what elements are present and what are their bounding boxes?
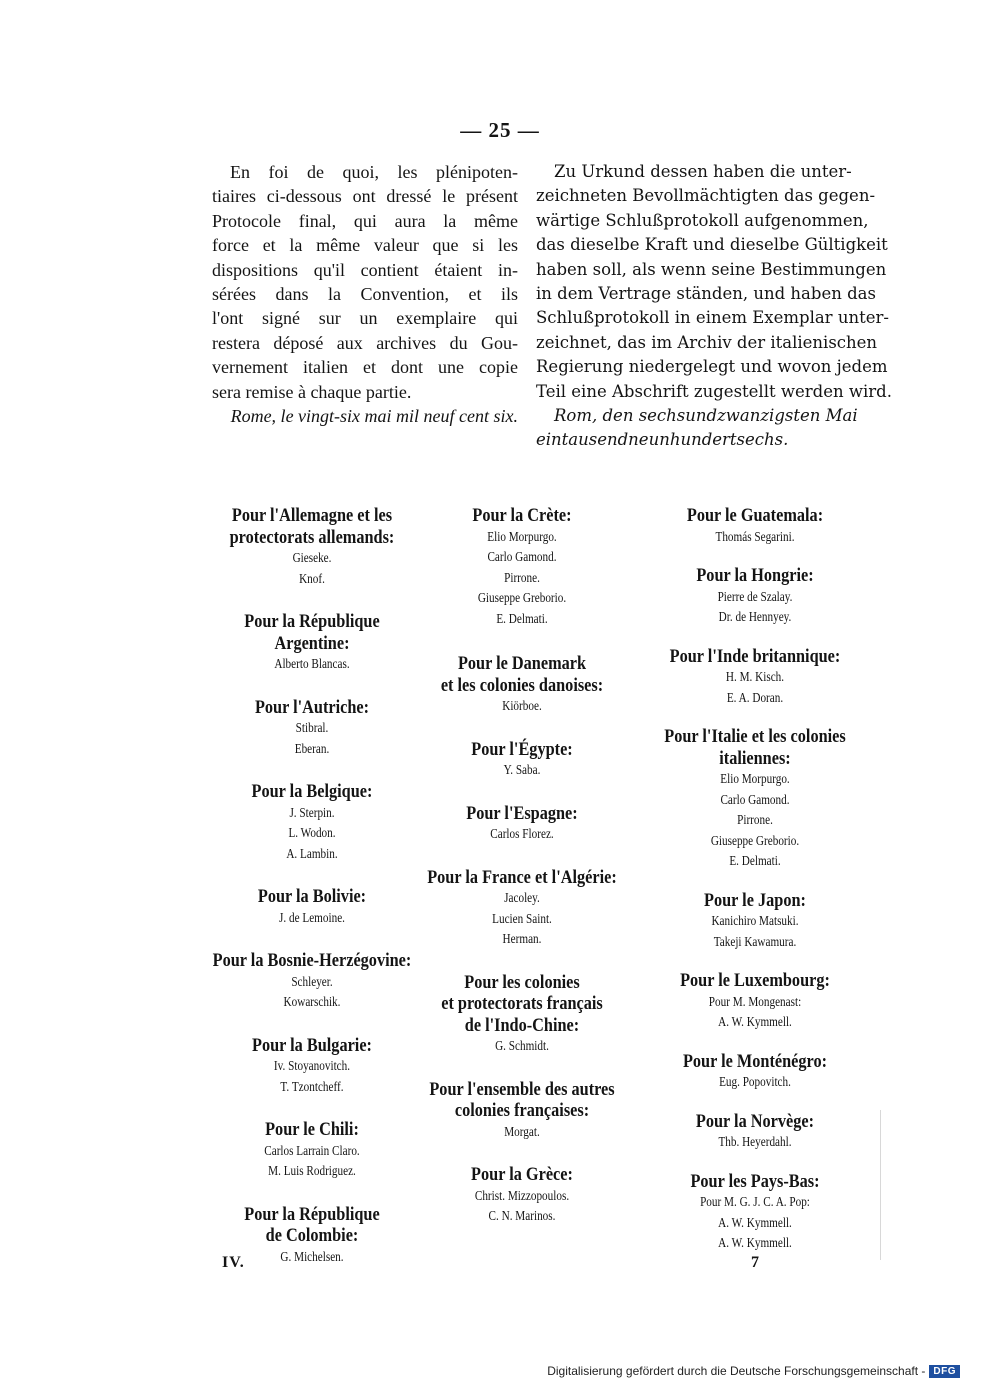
signatory-country: Pour l'ensemble des autres	[429, 1079, 615, 1100]
french-text-line: En foi de quoi, les plénipoten-	[230, 162, 518, 182]
signatory-country: Pour l'Allemagne et les	[231, 506, 393, 526]
signature-column-1	[196, 506, 428, 1268]
signatory-name: Dr. de Hennyey.	[718, 610, 792, 625]
signatory-name: Pour M. G. J. C. A. Pop:	[700, 1195, 810, 1210]
signatory-country: Pour les Pays-Bas:	[690, 1171, 820, 1192]
signatory-country: Argentine:	[274, 633, 350, 654]
signatory-name: E. Delmati.	[496, 611, 548, 627]
signature-block	[196, 1120, 428, 1183]
french-paragraph	[212, 160, 518, 404]
signatory-name: Y. Saba.	[503, 763, 541, 778]
signatory-country: et protectorats français	[441, 994, 603, 1014]
signatory-name: Carlos Florez.	[490, 827, 554, 842]
signatory-name: J. Sterpin.	[289, 805, 335, 821]
signatory-country: Pour l'Autriche:	[254, 697, 370, 718]
german-paragraph	[536, 160, 892, 404]
german-date-line-1: Rom, den sechsundzwanzigsten Mai	[554, 406, 858, 426]
signatory-name: C. N. Marinos.	[488, 1209, 556, 1224]
signatory-name: Gieseke.	[292, 551, 332, 566]
signatory-country: italiennes:	[719, 748, 791, 769]
digitization-credit	[547, 1364, 960, 1378]
french-text-column	[212, 160, 518, 428]
signatory-name: G. Schmidt.	[495, 1039, 549, 1054]
signature-block	[408, 868, 636, 951]
dfg-logo: DFG	[929, 1365, 960, 1378]
signatory-country: de l'Indo-Chine:	[464, 1015, 580, 1036]
signatory-name: Kiörboe.	[502, 699, 542, 714]
signatory-name: E. Delmati.	[729, 854, 781, 869]
german-text-column	[536, 160, 892, 453]
signatory-country: de Colombie:	[265, 1226, 359, 1246]
signature-block	[408, 1080, 636, 1144]
french-text-line: vernement italien et dont une copie	[212, 357, 518, 378]
french-text-line: l'ont signé sur un exemplaire qui	[212, 308, 518, 329]
signatory-country: Pour le Danemark	[457, 654, 587, 674]
signatory-country: Pour le Japon:	[704, 890, 806, 911]
signatory-name: A. W. Kymmell.	[718, 1015, 792, 1030]
signatory-country: Pour la France et l'Algérie:	[427, 867, 617, 888]
signatory-name: Morgat.	[504, 1124, 540, 1140]
credit-text: Digitalisierung gefördert durch die Deutsche Forschungsgemeinschaft -	[547, 1364, 926, 1378]
signature-block	[630, 647, 880, 710]
signatory-name: Takeji Kawamura.	[713, 934, 797, 950]
french-text-line: Protocole final, qui aura la même	[212, 210, 518, 231]
signature-block	[630, 891, 880, 954]
signatory-name: Carlos Larrain Claro.	[264, 1143, 360, 1159]
signature-block	[630, 1052, 880, 1094]
signatory-country: Pour les colonies	[464, 972, 580, 993]
signatory-country: Pour le Luxembourg:	[680, 971, 830, 991]
signatory-name: Herman.	[502, 932, 542, 947]
german-text-line: in dem Vertrage ständen, und haben das	[536, 284, 876, 304]
french-text-line: sérées dans la Convention, et ils	[212, 284, 518, 305]
signatory-name: Kanichiro Matsuki.	[711, 914, 799, 929]
french-text-line: restera déposé aux archives du Gou-	[212, 332, 518, 353]
signatory-country: Pour la Norvège:	[695, 1111, 815, 1132]
signature-column-2	[408, 506, 636, 1228]
signatory-country: Pour l'Espagne:	[466, 803, 578, 824]
signatory-country: Pour l'Italie et les colonies	[664, 727, 846, 747]
signature-block	[196, 951, 428, 1014]
signatory-name: H. M. Kisch.	[725, 670, 785, 685]
signatory-country: Pour l'Égypte:	[471, 739, 573, 760]
signature-block	[630, 506, 880, 548]
signature-block	[408, 506, 636, 630]
french-text-line: dispositions qu'il contient étaient in-	[212, 259, 518, 280]
signature-block	[196, 887, 428, 929]
signatory-name: Thomás Segarini.	[715, 529, 795, 545]
german-text-line: das dieselbe Kraft und dieselbe Gültigkeit	[536, 235, 888, 255]
french-text-line: sera remise à chaque partie.	[212, 381, 412, 402]
signatory-name: Elio Morpurgo.	[720, 772, 790, 787]
signatory-country: Pour le Monténégro:	[682, 1051, 828, 1072]
signatory-name: Carlo Gamond.	[487, 550, 557, 565]
signatory-name: Giuseppe Greborio.	[710, 833, 800, 849]
signatory-name: E. A. Doran.	[726, 690, 784, 706]
signatory-name: J. de Lemoine.	[279, 910, 345, 926]
signature-block	[630, 566, 880, 629]
signatory-name: Pirrone.	[737, 813, 773, 828]
signatory-country: Pour le Chili:	[265, 1120, 359, 1140]
german-text-line: Zu Urkund dessen haben die unter-	[554, 162, 852, 181]
signatory-name: A. Lambin.	[286, 846, 338, 862]
sheet-number: 7	[751, 1254, 759, 1271]
signature-block	[630, 727, 880, 873]
german-text-line: Schlußprotokoll in einem Exemplar unter-	[536, 308, 889, 328]
signatory-country: Pour la Bosnie-Herzégovine:	[212, 951, 412, 971]
signatory-name: Iv. Stoyanovitch.	[273, 1059, 351, 1074]
signatory-name: Pirrone.	[504, 570, 540, 586]
signatory-name: Kowarschik.	[283, 995, 341, 1010]
signatory-country: Pour la Hongrie:	[696, 566, 814, 586]
signatory-name: Eug. Popovitch.	[719, 1075, 791, 1090]
signatory-name: Pierre de Szalay.	[717, 589, 793, 605]
signature-block	[408, 1165, 636, 1228]
german-text-line: Regierung niedergelegt und wovon jedem	[536, 357, 888, 377]
signatory-name: L. Wodon.	[288, 826, 336, 841]
signature-block	[196, 698, 428, 761]
signatory-name: G. Michelsen.	[280, 1249, 344, 1265]
signatory-name: Jacoley.	[504, 891, 540, 906]
signatory-name: Thb. Heyerdahl.	[718, 1135, 792, 1150]
signatory-name: Carlo Gamond.	[720, 792, 790, 808]
signatory-country: Pour le Guatemala:	[686, 506, 824, 526]
signature-column-3	[630, 506, 880, 1255]
signatory-country: colonies françaises:	[454, 1101, 590, 1121]
signatory-name: Eberan.	[294, 741, 330, 757]
signatory-name: Knof.	[299, 571, 325, 587]
signatory-name: Pour M. Mongenast:	[708, 994, 802, 1010]
signatory-name: A. W. Kymmell.	[718, 1215, 792, 1231]
signatory-country: Pour la Grèce:	[471, 1165, 573, 1185]
signatory-name: Christ. Mizzopoulos.	[474, 1188, 570, 1204]
signatory-name: Giuseppe Greborio.	[477, 591, 567, 606]
page-number: — 25 —	[460, 118, 540, 142]
signature-block	[408, 973, 636, 1058]
signatory-country: Pour l'Inde britannique:	[669, 646, 841, 667]
signatory-country: Pour la République	[244, 612, 380, 632]
german-text-line: zeichnet, das im Archiv der italienischen	[536, 332, 878, 352]
signature-block	[196, 782, 428, 865]
signature-block	[196, 612, 428, 676]
signatory-country: Pour la Belgique:	[251, 782, 373, 802]
signatory-country: Pour la République	[244, 1204, 380, 1225]
signatory-country: Pour la Crète:	[472, 506, 572, 526]
french-text-line: force et la même valeur que si les	[212, 235, 518, 256]
signature-block	[630, 1172, 880, 1255]
signature-mark: IV.	[222, 1254, 245, 1271]
german-text-line: wärtige Schlußprotokoll aufgenommen,	[536, 210, 869, 230]
signatory-name: Alberto Blancas.	[274, 657, 350, 672]
signature-block	[408, 804, 636, 846]
signatory-country: Pour la Bulgarie:	[251, 1035, 372, 1056]
german-text-line: haben soll, als wenn seine Bestimmungen	[536, 259, 887, 279]
signatory-name: Lucien Saint.	[492, 911, 552, 927]
french-date-line: Rome, le vingt-six mai mil neuf cent six.	[230, 406, 518, 427]
signatory-name: T. Tzontcheff.	[280, 1079, 344, 1095]
signatory-country: et les colonies danoises:	[440, 675, 604, 696]
signatory-country: protectorats allemands:	[229, 527, 395, 548]
german-text-line: zeichneten Bevollmächtigten das gegen-	[536, 186, 876, 206]
signature-block	[630, 1112, 880, 1154]
signature-block	[196, 506, 428, 590]
german-date-line-2: eintausendneunhundertsechs.	[536, 430, 789, 450]
french-text-line: tiaires ci-dessous ont dressé le présent	[212, 186, 518, 207]
signatory-name: A. W. Kymmell.	[718, 1236, 792, 1251]
signature-block	[196, 1036, 428, 1099]
margin-mark	[880, 1110, 881, 1260]
signatory-name: Elio Morpurgo.	[487, 529, 557, 545]
signatory-name: M. Luis Rodriguez.	[268, 1164, 356, 1179]
signature-block	[408, 740, 636, 782]
signatory-name: Stibral.	[295, 721, 329, 736]
signatory-name: Schleyer.	[291, 974, 333, 990]
german-text-line: Teil eine Abschrift zugestellt werden wird.	[536, 381, 892, 401]
signature-block	[630, 971, 880, 1034]
signature-block	[408, 654, 636, 718]
signatory-country: Pour la Bolivie:	[257, 887, 367, 907]
